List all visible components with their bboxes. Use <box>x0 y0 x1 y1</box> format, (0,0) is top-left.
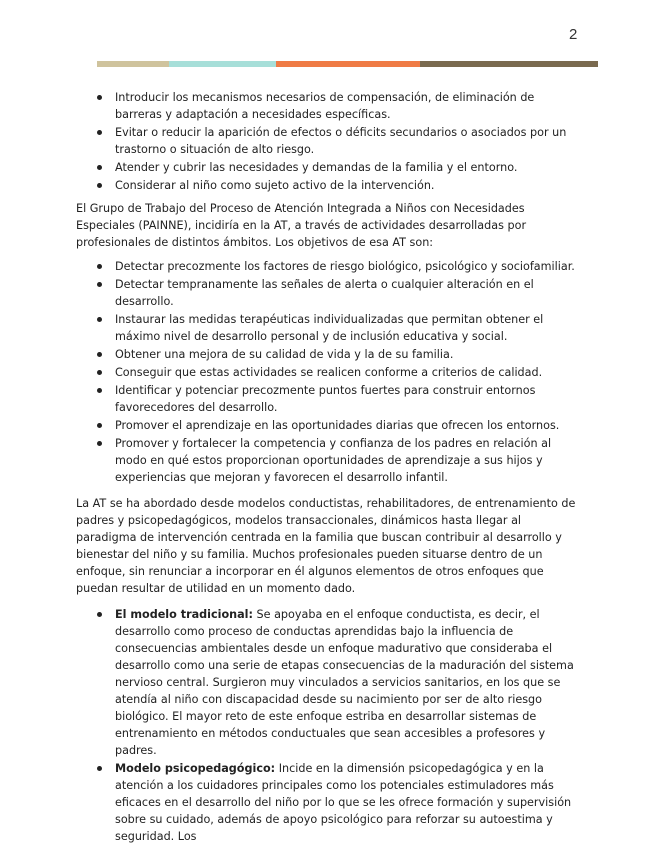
at-objectives-list <box>76 258 584 486</box>
list-item: Promover el aprendizaje en las oportunidades diarias que ofrecen los entornos. <box>76 417 584 434</box>
color-bar-segment-orange <box>276 61 420 67</box>
list-item: Detectar precozmente los factores de riesgo biológico, psicológico y sociofamiliar. <box>76 258 584 275</box>
list-item: Detectar tempranamente las señales de alerta o cualquier alteración en el desarrollo. <box>76 276 584 310</box>
list-item: Promover y fortalecer la competencia y confianza de los padres en relación al modo en qué estos proporcionan oportunidades de aprendizaje a sus hijos y experiencias que mejoran y favorecen el desarrollo infantil. <box>76 435 584 486</box>
list-item: Introducir los mecanismos necesarios de compensación, de eliminación de barreras y adaptación a necesidades específicas. <box>76 89 584 123</box>
document-body <box>76 89 584 846</box>
list-item: Evitar o reducir la aparición de efectos o déficits secundarios o asociados por un trastorno o situación de alto riesgo. <box>76 124 584 158</box>
list-item: Instaurar las medidas terapéuticas individualizadas que permitan obtener el máximo nivel de desarrollo personal y de inclusión educativa y social. <box>76 311 584 345</box>
page-number: 2 <box>569 26 578 43</box>
model-title: Modelo psicopedagógico: <box>115 762 276 775</box>
list-item: Identificar y potenciar precozmente puntos fuertes para construir entornos favorecedores del desarrollo. <box>76 382 584 416</box>
model-item-psychopedagogical <box>76 760 584 845</box>
intervention-goals-list <box>76 89 584 194</box>
model-description: Se apoyaba en el enfoque conductista, es decir, el desarrollo como proceso de conductas aprendidas bajo la influencia de consecuencias ambientales desde un enfoque madurativo que consideraba el desarrollo como una serie de etapas consecuencias de la maduración del sistema nervioso central. Surgieron muy vinculados a servicios sanitarios, en los que se atendía al niño con discapacidad desde su nacimiento por ser de alto riesgo biológico. El mayor reto de este enfoque estriba en desarrollar sistemas de entrenamiento en métodos conductuales que sean accesibles a profesores y padres. <box>115 608 574 757</box>
at-models-list <box>76 606 584 845</box>
at-models-paragraph: La AT se ha abordado desde modelos conductistas, rehabilitadores, de entrenamiento de padres y psicopedagógicos, modelos transaccionales, dinámicos hasta llegar al paradigma de intervención centrada en la familia que buscan contribuir al desarrollo y bienestar del niño y su familia. Muchos profesionales pueden situarse dentro de un enfoque, sin renunciar a incorporar en él algunos elementos de otros enfoques que puedan resultar de utilidad en un momento dado. <box>76 497 576 595</box>
header-color-bar <box>97 61 598 67</box>
color-bar-segment-brown <box>420 61 598 67</box>
painne-paragraph: El Grupo de Trabajo del Proceso de Atención Integrada a Niños con Necesidades Especiales (PAINNE), incidiría en la AT, a través de actividades desarrolladas por profesionales de distintos ámbitos. Los objetivos de esa AT son: <box>76 202 527 249</box>
model-description: Incide en la dimensión psicopedagógica y en la atención a los cuidadores principales como los potenciales estimuladores más eficaces en el desarrollo del niño por lo que se les ofrece formación y supervisión sobre su cuidado, además de apoyo psicológico para reforzar su autoestima y seguridad. Los <box>115 762 572 843</box>
list-item: Atender y cubrir las necesidades y demandas de la familia y el entorno. <box>76 159 584 176</box>
color-bar-segment-beige <box>97 61 169 67</box>
list-item: Considerar al niño como sujeto activo de la intervención. <box>76 177 584 194</box>
model-item-traditional <box>76 606 584 759</box>
color-bar-segment-teal <box>169 61 276 67</box>
list-item: Conseguir que estas actividades se realicen conforme a criterios de calidad. <box>76 364 584 381</box>
list-item: Obtener una mejora de su calidad de vida y la de su familia. <box>76 346 584 363</box>
model-title: El modelo tradicional: <box>115 608 253 621</box>
